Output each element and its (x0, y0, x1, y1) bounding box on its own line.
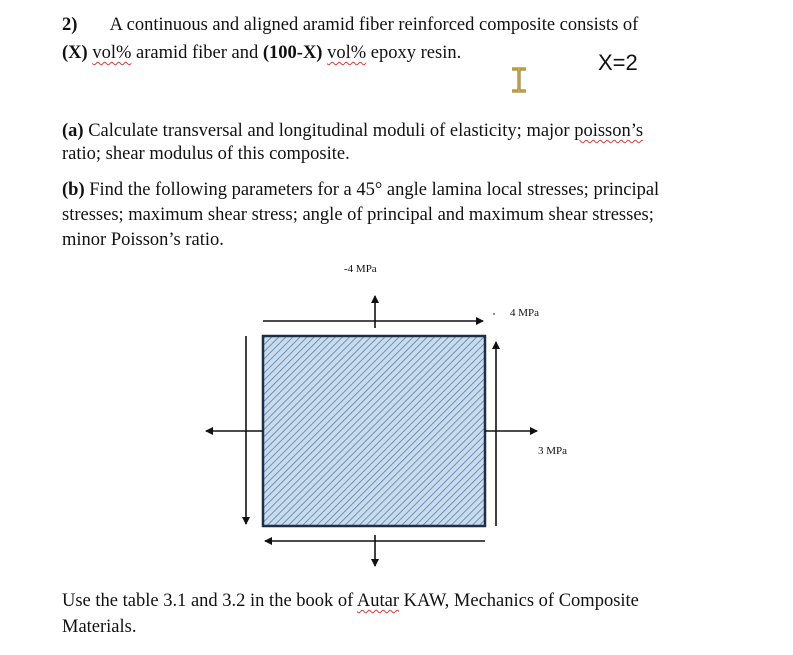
footer-author: Autar (356, 591, 400, 611)
footer-line-2: Materials. (62, 617, 137, 637)
label-right-stress: 3 MPa (538, 445, 568, 457)
x-vol-label: (X) (62, 43, 88, 63)
vol-word-2: vol% (327, 43, 367, 63)
part-a-line-2: ratio; shear modulus of this composite. (62, 144, 350, 164)
problem-number: 2) (62, 15, 78, 35)
problem-intro-line1: A continuous and aligned aramid fiber reinforced composite consists of (109, 15, 639, 35)
x-expr-label: (100-X) (262, 43, 323, 63)
intro-mid-2: epoxy resin. (370, 43, 462, 63)
part-a-label: (a) (62, 121, 84, 141)
footer-text-end: KAW, Mechanics of Composite (403, 591, 639, 611)
lamina-element (263, 336, 485, 526)
part-b-label: (b) (62, 180, 85, 200)
part-b-line-3: minor Poisson’s ratio. (62, 230, 224, 250)
blank-patch (600, 270, 660, 298)
footer-line-1 (62, 590, 639, 612)
poissons-misspelled: poisson’s (574, 121, 644, 141)
part-b-line-2: stresses; maximum shear stress; angle of principal and maximum shear stresses; (62, 205, 654, 225)
label-top-stress: -4 MPa (344, 263, 377, 275)
vol-word-1: vol% (92, 43, 132, 63)
intro-mid-1: aramid fiber and (136, 43, 259, 63)
footer-text-start: Use the table 3.1 and 3.2 in the book of (62, 591, 354, 611)
label-shear-stress: 4 MPa (510, 307, 540, 319)
stray-dot (493, 313, 495, 315)
part-b-text-1: Find the following parameters for a 45° angle lamina local stresses; principal (89, 180, 660, 200)
handwritten-x-value: X=2 (598, 50, 638, 75)
part-a-text-1: Calculate transversal and longitudinal moduli of elasticity; major (88, 121, 570, 141)
